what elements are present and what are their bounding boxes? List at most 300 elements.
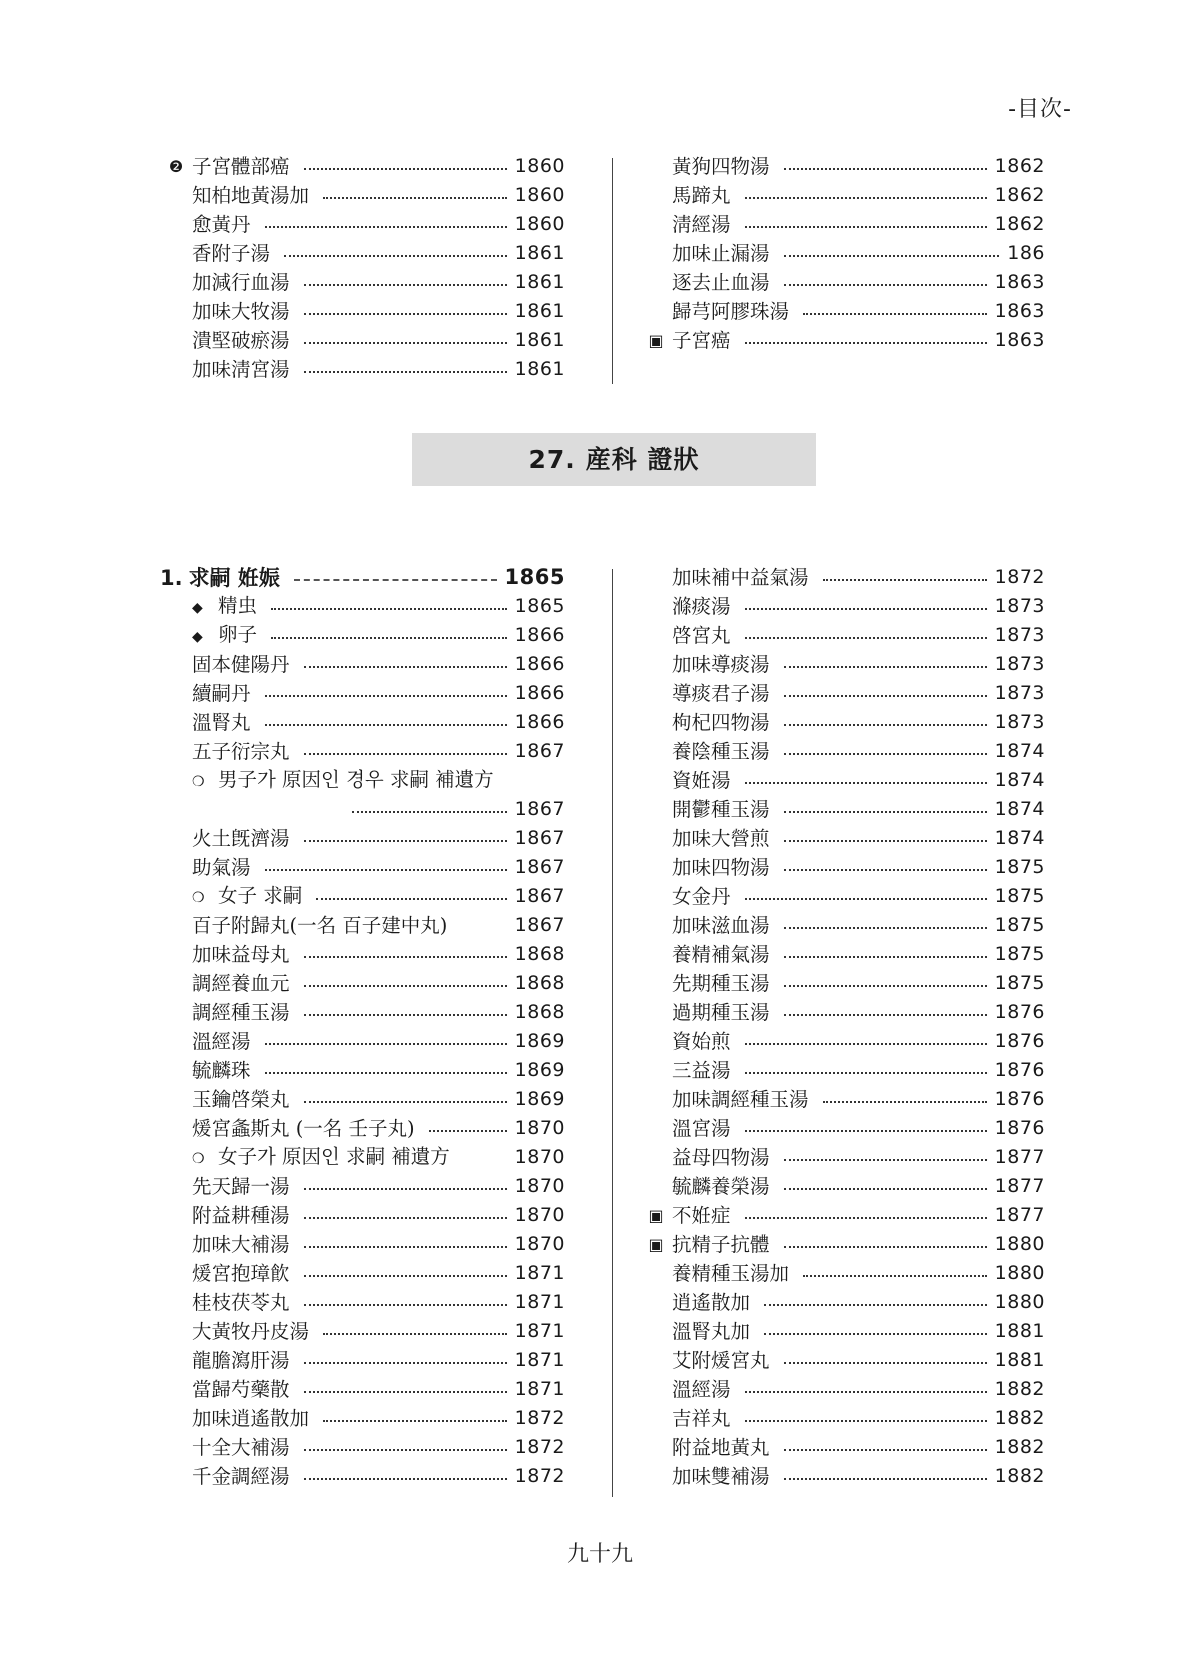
entry-title	[640, 268, 770, 297]
entry-title	[160, 210, 251, 239]
entry-title-text: 馬蹄丸	[672, 184, 731, 207]
dot-leader	[823, 1101, 987, 1103]
number-two-icon: ❷	[168, 157, 184, 176]
entry-title-text: 加味大牧湯	[192, 300, 290, 323]
entry-title-text: 固本健陽丹	[192, 653, 290, 676]
entry-page-number: 1861	[514, 329, 565, 351]
entry-title	[640, 1375, 731, 1404]
toc-entry[interactable]	[640, 795, 1045, 824]
entry-page-number: 1874	[994, 827, 1045, 849]
heading-number: 1.	[160, 565, 183, 590]
entry-page-number: 1870	[514, 1175, 565, 1197]
dot-leader	[745, 1217, 987, 1219]
entry-title-text: 資始煎	[672, 1030, 731, 1053]
entry-title-text: 養陰種玉湯	[672, 740, 770, 763]
toc-entry[interactable]	[160, 297, 565, 326]
entry-page-number: 1862	[994, 184, 1045, 206]
toc-entry[interactable]	[640, 239, 1045, 268]
entry-title-text: 歸芎阿膠珠湯	[672, 300, 790, 323]
entry-title-text: 枸杞四物湯	[672, 711, 770, 734]
toc-entry[interactable]	[640, 1172, 1045, 1201]
entry-page-number: 1868	[514, 943, 565, 965]
dot-leader	[803, 313, 987, 315]
toc-entry[interactable]	[640, 998, 1045, 1027]
entry-page-number: 1877	[994, 1175, 1045, 1197]
entry-page-number: 1874	[994, 769, 1045, 791]
toc-entry[interactable]	[640, 1027, 1045, 1056]
toc-heading-entry[interactable]	[160, 563, 565, 592]
entry-title-text: 毓麟珠	[192, 1059, 251, 1082]
toc-entry[interactable]	[160, 1201, 565, 1230]
toc-entry[interactable]	[160, 824, 565, 853]
toc-entry[interactable]	[640, 911, 1045, 940]
toc-entry[interactable]	[640, 766, 1045, 795]
entry-page-number: 1867	[514, 827, 565, 849]
entry-page-number: 1875	[994, 972, 1045, 994]
entry-title-text: 加味補中益氣湯	[672, 566, 809, 589]
dot-leader	[304, 1391, 507, 1393]
entry-page-number: 1860	[514, 184, 565, 206]
entry-title-text: 附益耕種湯	[192, 1204, 290, 1227]
toc-entry[interactable]	[640, 1404, 1045, 1433]
entry-title-text: 煖宮螽斯丸 (一名 壬子丸)	[192, 1117, 415, 1140]
heading-title: 求嗣 姙娠	[188, 564, 280, 590]
entry-title-text: 先期種玉湯	[672, 972, 770, 995]
entry-title	[160, 853, 251, 882]
toc-entry[interactable]	[640, 1346, 1045, 1375]
entry-title-text: 溫宮湯	[672, 1117, 731, 1140]
entry-title	[640, 1143, 770, 1172]
entry-title	[160, 1172, 290, 1201]
toc-right-column	[640, 563, 1045, 1491]
toc-entry[interactable]	[640, 1462, 1045, 1491]
entry-title-text: 加味淸宮湯	[192, 358, 290, 381]
dot-leader	[323, 1333, 507, 1335]
entry-title-text: 子宮癌	[672, 329, 731, 352]
entry-page-number: 1871	[514, 1349, 565, 1371]
entry-title-text: 益母四物湯	[672, 1146, 770, 1169]
dot-leader	[784, 724, 987, 726]
dot-leader	[304, 753, 507, 755]
entry-title	[160, 620, 257, 652]
entry-title-text: 加味調經種玉湯	[672, 1088, 809, 1111]
toc-entry[interactable]	[160, 1259, 565, 1288]
dot-leader	[745, 637, 987, 639]
entry-title	[160, 1259, 290, 1288]
toc-entry[interactable]	[160, 766, 565, 795]
entry-title-text: 加味四物湯	[672, 856, 770, 879]
entry-title	[160, 1288, 290, 1317]
entry-page-number: 1880	[994, 1233, 1045, 1255]
entry-title-text: 溫腎丸加	[672, 1320, 751, 1343]
dot-leader	[304, 1304, 507, 1306]
page-number: 九十九	[566, 1542, 633, 1567]
toc-entry[interactable]	[160, 1404, 565, 1433]
dot-leader	[304, 1246, 507, 1248]
entry-page-number: 1876	[994, 1030, 1045, 1052]
toc-entry[interactable]	[160, 355, 565, 384]
entry-page-number: 1863	[994, 271, 1045, 293]
entry-title	[160, 1375, 290, 1404]
toc-entry[interactable]	[160, 1288, 565, 1317]
entry-title	[640, 181, 731, 210]
toc-entry[interactable]	[640, 824, 1045, 853]
entry-title	[160, 1056, 251, 1085]
entry-page-number: 1867	[514, 798, 565, 820]
column-divider	[612, 158, 613, 384]
entry-page-number: 1866	[514, 624, 565, 646]
entry-page-number: 1873	[994, 624, 1045, 646]
dot-leader	[265, 869, 507, 871]
dot-leader	[823, 579, 987, 581]
toc-entry[interactable]	[160, 853, 565, 882]
toc-entry[interactable]	[160, 239, 565, 268]
entry-title-text: 加味滋血湯	[672, 914, 770, 937]
entry-title-text: 百子附歸丸(一名 百子建中丸)	[192, 914, 448, 937]
dot-leader	[265, 1043, 507, 1045]
toc-entry[interactable]	[640, 708, 1045, 737]
entry-title-text: 逍遙散加	[672, 1291, 751, 1314]
entry-title	[160, 239, 270, 268]
dot-leader	[304, 666, 507, 668]
toc-entry[interactable]	[160, 1433, 565, 1462]
toc-entry[interactable]	[160, 268, 565, 297]
toc-entry[interactable]	[640, 1259, 1045, 1288]
toc-entry[interactable]	[160, 621, 565, 650]
entry-page-number: 1861	[514, 271, 565, 293]
dot-leader	[304, 1014, 507, 1016]
square-bullet-icon: ▣	[648, 1235, 664, 1254]
toc-entry[interactable]	[640, 853, 1045, 882]
entry-title	[640, 1433, 770, 1462]
entry-title-text: 溫經湯	[192, 1030, 251, 1053]
dot-leader	[304, 956, 507, 958]
toc-entry[interactable]	[640, 1143, 1045, 1172]
section-title: 産科 證狀	[585, 445, 700, 474]
entry-title-text: 男子가 原因인 경우 求嗣 補遺方	[218, 767, 494, 791]
entry-title-text: 潰堅破瘀湯	[192, 329, 290, 352]
entry-title	[160, 940, 290, 969]
entry-title-text: 當歸芍藥散	[192, 1378, 290, 1401]
dot-leader	[784, 1159, 987, 1161]
entry-title-text: 溫經湯	[672, 1378, 731, 1401]
entry-title	[672, 1201, 731, 1230]
toc-entry[interactable]	[160, 969, 565, 998]
entry-page-number: 1869	[514, 1030, 565, 1052]
entry-page-number: 1877	[994, 1146, 1045, 1168]
toc-entry[interactable]	[640, 679, 1045, 708]
entry-page-number: 1874	[994, 740, 1045, 762]
toc-entry[interactable]	[640, 882, 1045, 911]
dot-leader	[304, 313, 507, 315]
entry-page-number: 1880	[994, 1291, 1045, 1313]
toc-entry[interactable]	[640, 1317, 1045, 1346]
toc-entry[interactable]	[160, 210, 565, 239]
toc-entry[interactable]	[160, 940, 565, 969]
entry-title	[640, 882, 731, 911]
entry-page-number: 1869	[514, 1059, 565, 1081]
entry-title-text: 三益湯	[672, 1059, 731, 1082]
entry-page-number: 1870	[514, 1117, 565, 1139]
entry-page-number: 1876	[994, 1001, 1045, 1023]
dot-leader	[784, 284, 987, 286]
dot-leader	[745, 782, 987, 784]
entry-page-number: 1866	[514, 711, 565, 733]
entry-page-number: 1875	[994, 856, 1045, 878]
entry-title	[640, 1462, 770, 1491]
entry-title-text: 龍膽瀉肝湯	[192, 1349, 290, 1372]
entry-title	[160, 1085, 290, 1114]
entry-page-number: 1877	[994, 1204, 1045, 1226]
entry-title	[160, 1114, 415, 1143]
entry-page-number: 1863	[994, 329, 1045, 351]
entry-title	[160, 181, 309, 210]
toc-entry[interactable]	[160, 1317, 565, 1346]
dot-leader	[784, 1449, 987, 1451]
toc-entry[interactable]	[160, 1114, 565, 1143]
entry-title-text: 十全大補湯	[192, 1436, 290, 1459]
toc-entry[interactable]	[160, 1056, 565, 1085]
dot-leader	[784, 695, 987, 697]
dot-leader	[745, 1391, 987, 1393]
dot-leader	[323, 197, 507, 199]
entry-title	[640, 1114, 731, 1143]
entry-title-text: 玉鑰啓榮丸	[192, 1088, 290, 1111]
entry-title	[160, 1201, 290, 1230]
section-number: 27.	[528, 445, 576, 474]
entry-title-text: 女子가 原因인 求嗣 補遺方	[218, 1144, 450, 1168]
dot-leader	[304, 1275, 507, 1277]
toc-entry[interactable]	[160, 1462, 565, 1491]
toc-left-column	[160, 152, 565, 384]
entry-page-number: 1861	[514, 242, 565, 264]
dot-leader	[784, 985, 987, 987]
toc-entry[interactable]	[160, 326, 565, 355]
toc-entry[interactable]	[160, 737, 565, 766]
dot-leader	[316, 898, 506, 900]
entry-page-number: 1881	[994, 1349, 1045, 1371]
entry-title	[640, 708, 770, 737]
entry-page-number: 1882	[994, 1407, 1045, 1429]
toc-entry[interactable]	[160, 911, 565, 940]
entry-title-text: 資姙湯	[672, 769, 731, 792]
entry-title-text: 調經種玉湯	[192, 1001, 290, 1024]
dot-leader	[784, 1014, 987, 1016]
entry-title-text: 加味益母丸	[192, 943, 290, 966]
toc-entry[interactable]	[160, 795, 565, 824]
entry-title	[160, 1027, 251, 1056]
entry-title	[160, 591, 257, 623]
toc-entry[interactable]	[640, 268, 1045, 297]
entry-title	[192, 152, 290, 181]
entry-title	[640, 1172, 770, 1201]
toc-entry[interactable]	[640, 326, 1045, 355]
entry-title-text: 續嗣丹	[192, 682, 251, 705]
entry-title-text: 桂枝茯苓丸	[192, 1291, 290, 1314]
toc-entry[interactable]	[160, 1143, 565, 1172]
entry-page-number: 1870	[514, 1204, 565, 1226]
toc-entry[interactable]	[640, 592, 1045, 621]
entry-page-number: 1874	[994, 798, 1045, 820]
toc-entry[interactable]	[160, 1085, 565, 1114]
entry-page-number: 1870	[514, 1233, 565, 1255]
toc-entry[interactable]	[640, 737, 1045, 766]
dot-leader	[271, 608, 507, 610]
entry-title	[640, 1259, 789, 1288]
entry-title	[640, 853, 770, 882]
toc-entry[interactable]	[640, 1056, 1045, 1085]
section-header-mark: -目次-	[1008, 97, 1072, 122]
entry-title	[160, 679, 251, 708]
dot-leader	[784, 666, 987, 668]
toc-entry[interactable]	[160, 152, 565, 181]
entry-title-text: 加味大營煎	[672, 827, 770, 850]
dot-leader	[745, 1420, 987, 1422]
entry-page-number: 1871	[514, 1378, 565, 1400]
toc-entry[interactable]	[640, 1201, 1045, 1230]
entry-title-text: 吉祥丸	[672, 1407, 731, 1430]
toc-entry[interactable]	[160, 592, 565, 621]
entry-title	[640, 1056, 731, 1085]
entry-page-number: 1873	[994, 711, 1045, 733]
entry-page-number: 1861	[514, 358, 565, 380]
dot-leader	[304, 1478, 507, 1480]
toc-entry[interactable]	[640, 1375, 1045, 1404]
dot-leader	[784, 956, 987, 958]
entry-page-number: 1866	[514, 653, 565, 675]
toc-entry[interactable]	[640, 969, 1045, 998]
entry-title	[640, 824, 770, 853]
toc-entry[interactable]	[640, 1114, 1045, 1143]
entry-title	[640, 737, 770, 766]
entry-title-text: 煖宮抱璋飮	[192, 1262, 290, 1285]
toc-entry[interactable]	[640, 1288, 1045, 1317]
entry-title	[160, 268, 290, 297]
entry-title-text: 不姙症	[672, 1204, 731, 1227]
toc-entry[interactable]	[160, 882, 565, 911]
entry-title-text: 五子衍宗丸	[192, 740, 290, 763]
toc-entry[interactable]	[160, 1172, 565, 1201]
entry-title-text: 女金丹	[672, 885, 731, 908]
entry-title-text: 火土旣濟湯	[192, 827, 290, 850]
dot-leader	[764, 1333, 987, 1335]
entry-title-text: 養精種玉湯加	[672, 1262, 790, 1285]
entry-page-number: 1882	[994, 1378, 1045, 1400]
entry-title	[160, 1142, 450, 1174]
section-banner	[412, 433, 816, 486]
dot-leader	[784, 840, 987, 842]
entry-page-number: 1871	[514, 1320, 565, 1342]
entry-title	[160, 297, 290, 326]
toc-entry[interactable]	[640, 650, 1045, 679]
entry-title	[640, 1288, 750, 1317]
dot-leader	[304, 1217, 507, 1219]
dot-leader	[745, 898, 987, 900]
entry-title	[160, 1346, 290, 1375]
entry-page-number: 1870	[514, 1146, 565, 1168]
toc-entry[interactable]	[640, 621, 1045, 650]
entry-title-text: 卵子	[218, 622, 258, 646]
dot-leader	[294, 579, 497, 581]
entry-title	[672, 326, 731, 355]
toc-entry[interactable]	[160, 1375, 565, 1404]
toc-entry[interactable]	[160, 679, 565, 708]
toc-entry[interactable]	[160, 1346, 565, 1375]
entry-page-number: 1873	[994, 653, 1045, 675]
toc-entry[interactable]	[160, 181, 565, 210]
entry-title	[640, 563, 809, 592]
entry-title-text: 加味大補湯	[192, 1233, 290, 1256]
entry-page-number: 1868	[514, 1001, 565, 1023]
dot-leader	[304, 985, 507, 987]
diamond-bullet-icon: ◆	[192, 628, 203, 645]
entry-page-number: 1865	[514, 595, 565, 617]
dot-leader	[265, 1072, 507, 1074]
dot-leader	[304, 168, 507, 170]
entry-title	[640, 998, 770, 1027]
dot-leader	[323, 1420, 507, 1422]
toc-entry[interactable]	[640, 1433, 1045, 1462]
entry-page-number: 1876	[994, 1117, 1045, 1139]
entry-page-number: 1881	[994, 1320, 1045, 1342]
toc-entry[interactable]	[640, 563, 1045, 592]
entry-page-number: 1876	[994, 1088, 1045, 1110]
toc-entry[interactable]	[640, 297, 1045, 326]
dot-leader	[745, 1043, 987, 1045]
entry-title	[640, 239, 770, 268]
entry-title	[640, 1346, 770, 1375]
toc-entry[interactable]	[160, 1027, 565, 1056]
entry-title-text: 黃狗四物湯	[672, 155, 770, 178]
circle-bullet-icon: ❍	[192, 1150, 205, 1167]
entry-page-number: 1882	[994, 1436, 1045, 1458]
toc-entry[interactable]	[640, 210, 1045, 239]
entry-page-number: 1873	[994, 595, 1045, 617]
entry-title	[640, 650, 770, 679]
entry-title-text: 啓宮丸	[672, 624, 731, 647]
entry-title-text: 加味逍遙散加	[192, 1407, 310, 1430]
toc-entry[interactable]	[160, 708, 565, 737]
toc-entry[interactable]	[640, 1085, 1045, 1114]
dot-leader	[304, 371, 507, 373]
dot-leader	[784, 1478, 987, 1480]
entry-page-number: 1862	[994, 213, 1045, 235]
toc-entry[interactable]	[160, 1230, 565, 1259]
entry-page-number: 1866	[514, 682, 565, 704]
entry-title-text: 附益地黃丸	[672, 1436, 770, 1459]
entry-title	[640, 621, 731, 650]
toc-entry[interactable]	[640, 1230, 1045, 1259]
entry-page-number: 1875	[994, 885, 1045, 907]
entry-title	[640, 1027, 731, 1056]
entry-page-number: 1872	[994, 566, 1045, 588]
entry-title	[640, 297, 789, 326]
entry-title	[160, 650, 290, 679]
dot-leader	[745, 197, 987, 199]
entry-title	[640, 766, 731, 795]
toc-entry[interactable]	[160, 650, 565, 679]
entry-page-number: 1871	[514, 1291, 565, 1313]
toc-entry[interactable]	[640, 181, 1045, 210]
entry-page-number: 1873	[994, 682, 1045, 704]
entry-title-text: 艾附煖宮丸	[672, 1349, 770, 1372]
circle-bullet-icon: ❍	[192, 773, 205, 790]
entry-page-number: 1860	[514, 213, 565, 235]
entry-page-number: 1871	[514, 1262, 565, 1284]
toc-entry[interactable]	[640, 152, 1045, 181]
toc-entry[interactable]	[640, 940, 1045, 969]
toc-entry[interactable]	[160, 998, 565, 1027]
